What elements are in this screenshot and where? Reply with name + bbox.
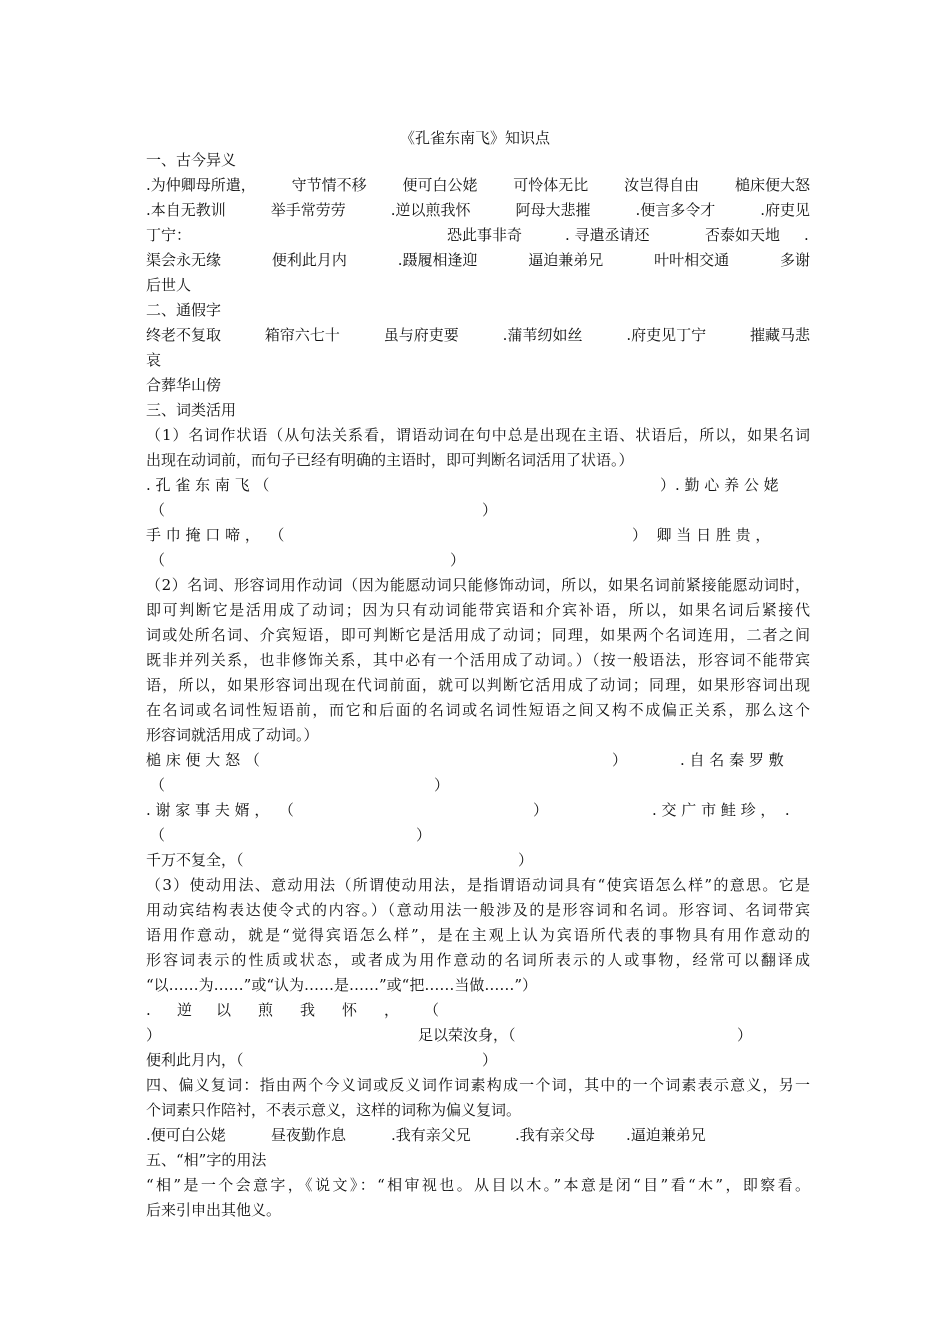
document-title: 《孔雀东南飞》知识点 [399,129,550,147]
text-line: 后来引申出其他义。 [146,1201,282,1219]
text-line: （3）使动用法、意动用法（所谓使动用法，是指谓语动词具有“使宾语怎么样”的意思。它是 [146,876,810,894]
text-line: 合葬华山傍 [146,376,222,394]
text-line: 出现在动词前，而句子已经有明确的主语时，即可判断名词活用了状语。） [146,451,634,469]
text-line: 渠会永无缘 便利此月内 .蹑履相逢迎 逼迫兼弟兄 叶叶相交通 多谢 [146,251,810,269]
section-heading-gujin: 一、古今异义 [146,151,237,169]
text-line: .便可白公姥 昼夜勤作息 .我有亲父兄 .我有亲父母 .逼迫兼弟兄 [146,1126,706,1144]
text-line: 语，所以，如果形容词出现在代词前面，就可以判断它活用成了动词；同理，如果形容词出现 [146,676,810,694]
text-line: 便利此月内，（ ） [146,1051,498,1069]
text-line: 手 巾 掩 口 啼 ， （ ） 卿 当 日 胜 贵 ， [146,526,771,544]
text-line: 用动宾结构表达使令式的内容。）（意动用法一般涉及的是形容词和名词。形容词、名词带宾 [146,901,810,919]
text-line: .本自无教训 举手常劳劳 .逆以煎我怀 阿母大悲摧 .便言多令才 .府吏见 [146,201,810,219]
text-line: （2）名词、形容词用作动词（因为能愿动词只能修饰动词，所以，如果名词前紧接能愿动词时， [146,576,810,594]
text-line: . 谢 家 事 夫 婿 ， （ ） . 交 广 市 鲑 珍 ， . [146,801,790,819]
section-heading-pianyi: 四、偏义复词：指由两个今义词或反义词作词素构成一个词，其中的一个词素表示意义，另一 [146,1076,810,1094]
text-line: .为仲卿母所遣， 守节情不移 便可白公姥 可怜体无比 汝岂得自由 槌床便大怒 [146,176,810,194]
text-line: 丁宁： 恐此事非奇 . 寻遣丞请还 否泰如天地 . [146,226,809,244]
text-line: （ ） [150,551,466,569]
section-heading-cilei: 三、词类活用 [146,401,237,419]
text-line: 个词素只作陪衬，不表示意义，这样的词称为偏义复词。 [146,1101,522,1119]
text-line: 形容词表示的性质或状态，或者成为用作意动的名词所表示的人或事物，经常可以翻译成 [146,951,810,969]
text-line: ） 足以荣汝身，（ ） [146,1026,753,1044]
text-line: . 逆 以 煎 我 怀 ， （ [146,1001,440,1019]
text-line: 词或处所名词、介宾短语，即可判断它是活用成了动词；同理，如果两个名词连用，二者之间 [146,626,810,644]
text-line: 后世人 [146,276,192,294]
text-line: 既非并列关系，也非修饰关系，其中必有一个活用成了动词。）（按一般语法，形容词不能带宾 [146,651,810,669]
text-line: （1）名词作状语（从句法关系看，谓语动词在句中总是出现在主语、状语后，所以，如果名词 [146,426,810,444]
text-line: （ ） [150,501,498,519]
section-heading-tongjia: 二、通假字 [146,301,222,319]
text-line: 即可判断它是活用成了动词；因为只有动词能带宾语和介宾补语，所以，如果名词后紧接代 [146,601,810,619]
text-line: 哀 [146,351,162,369]
text-line: 语用作意动，就是“觉得宾语怎么样”，是在主观上认为宾语所代表的事物具有用作意动的 [146,926,810,944]
text-line: （ ） [150,776,450,794]
text-line: 槌 床 便 大 怒 （ ） . 自 名 秦 罗 敷 [146,751,784,769]
text-line: 形容词就活用成了动词。） [146,726,319,744]
section-heading-xiang: 五、“相”字的用法 [146,1151,267,1169]
text-line: 千万不复全，（ ） [146,851,534,869]
text-line: 终老不复取 箱帘六七十 虽与府吏要 .蒲苇纫如丝 .府吏见丁宁 摧藏马悲 [146,326,810,344]
text-line: “以……为……”或“认为……是……”或“把……当做……”） [146,976,538,994]
text-line: . 孔 雀 东 南 飞 （ ）. 勤 心 养 公 姥 [146,476,779,494]
text-line: 在名词或名词性短语前，而它和后面的名词或名词性短语之间又构不成偏正关系，那么这个 [146,701,810,719]
text-line: “相”是一个会意字，《说文》：“相审视也。从目以木。”本意是闭“目”看“木”，即察看。 [146,1176,810,1194]
text-line: （ ） [150,826,432,844]
